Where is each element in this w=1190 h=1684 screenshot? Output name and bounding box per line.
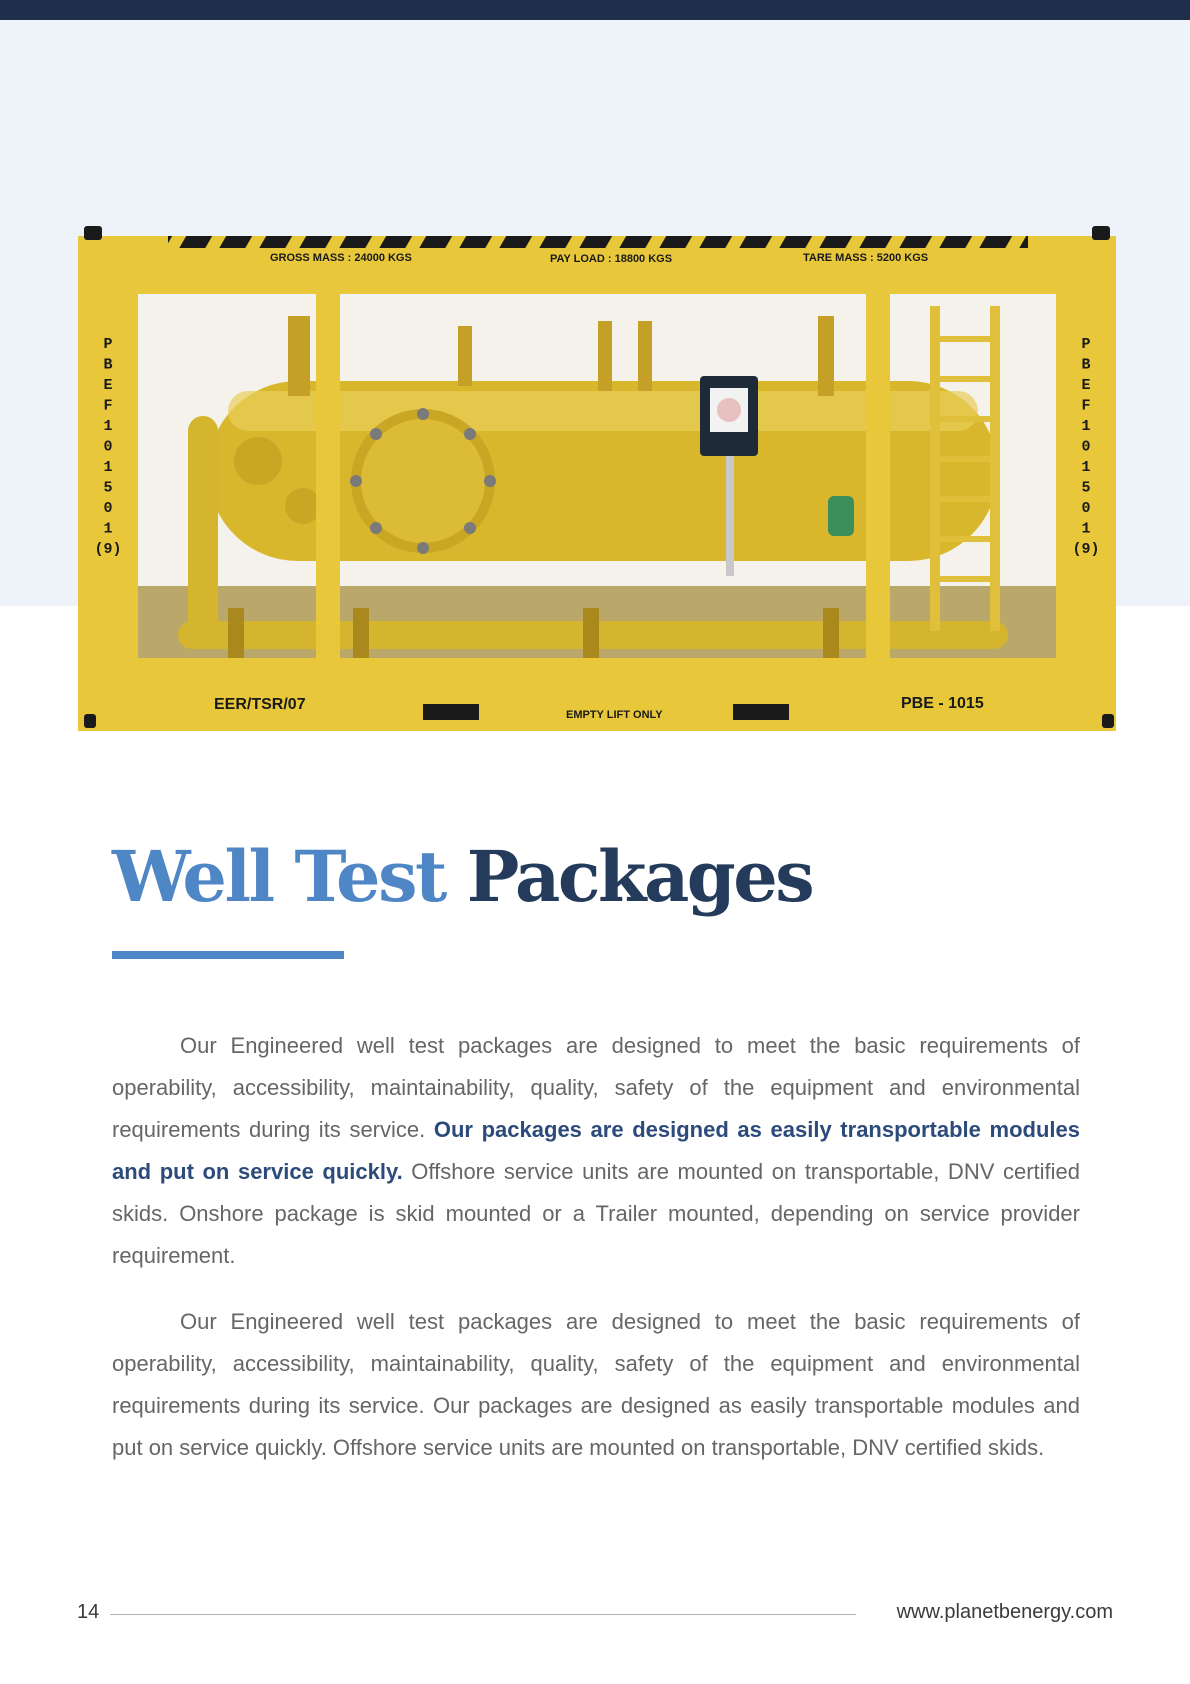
side-code-char: 5 (103, 479, 113, 497)
paragraph-1-text-b: Offshore service units are mounted on transportable, DNV certified skids. Onshore package is skid mounted or a Trailer mounted, depending on service provider requirement. (112, 1159, 1080, 1268)
lift-label: EMPTY LIFT ONLY (566, 709, 663, 721)
side-code-char: 1 (1081, 459, 1091, 476)
side-code-char: (9) (94, 541, 122, 558)
side-code-char: E (103, 377, 113, 394)
side-code-char: E (1081, 377, 1091, 394)
side-code-char: 0 (1081, 438, 1091, 456)
well-test-package-photo (78, 226, 1116, 731)
top-bar (0, 0, 1190, 20)
asset-code-label: EER/TSR/07 (214, 696, 306, 713)
second-paragraph: Our Engineered well test packages are designed to meet the basic requirements of operability, accessibility, maintainability, quality, safety of the equipment and environmental requirements during its service. Our packages are designed as easily transportable modules and put on service quickly. Offshore service units are mounted on transportable, DNV certified skids. (112, 1309, 1080, 1460)
page-title (112, 835, 813, 918)
side-code-char: 0 (103, 500, 113, 517)
unit-id-label: PBE - 1015 (901, 695, 984, 712)
website-link[interactable]: www.planetbenergy.com (896, 1601, 1113, 1623)
payload-label: PAY LOAD : 18800 KGS (550, 253, 673, 265)
title-dark: Packages (466, 835, 813, 918)
side-code-char: P (1081, 336, 1091, 353)
side-code-char: B (103, 356, 113, 374)
side-code-char: B (1081, 356, 1091, 374)
paragraph-1-highlight: Our packages are designed as easily transportable modules and put on service quickly. (112, 1117, 1080, 1184)
side-code-char: 1 (1081, 520, 1091, 538)
side-code-char: 1 (103, 418, 113, 435)
intro-paragraph (112, 1025, 1080, 1277)
gross-mass-label: GROSS MASS : 24000 KGS (270, 252, 412, 264)
footer-divider (110, 1614, 856, 1615)
title-accent: Well Test (112, 835, 445, 918)
paragraph-1-text-a: Our Engineered well test packages are designed to meet the basic requirements of operability, accessibility, maintainability, quality, safety of the equipment and environmental requirements during its service. (112, 1033, 1080, 1142)
side-code-char: P (103, 336, 113, 353)
side-code-char: 5 (1081, 479, 1091, 497)
side-code-char: F (1081, 397, 1091, 415)
side-code-char: (9) (1072, 541, 1100, 558)
side-code-char: 1 (103, 520, 113, 538)
side-code-char: 1 (1081, 418, 1091, 435)
side-code-char: 0 (103, 438, 113, 456)
title-underline (112, 951, 344, 959)
side-code-char: 0 (1081, 500, 1091, 517)
page-number: 14 (77, 1601, 100, 1623)
side-code-char: 1 (103, 459, 113, 476)
tare-mass-label: TARE MASS : 5200 KGS (803, 252, 929, 264)
side-code-char: F (103, 397, 113, 415)
